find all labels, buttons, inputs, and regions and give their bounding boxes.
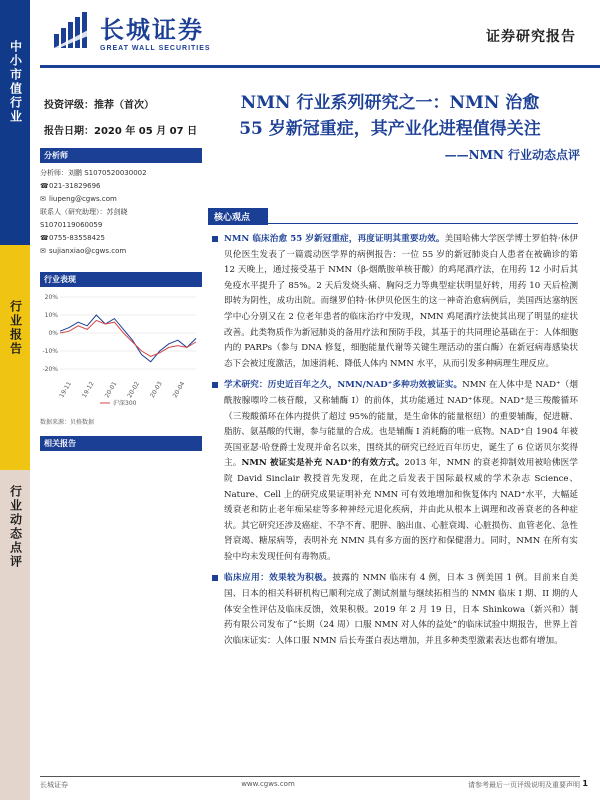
logo-chinese: 长城证券 bbox=[100, 16, 204, 44]
analyst-phone-row bbox=[40, 180, 202, 193]
paragraph-2 bbox=[212, 378, 578, 565]
performance-section-title: 行业表现 bbox=[40, 272, 202, 287]
analyst-email[interactable]: liupeng@cgws.com bbox=[49, 195, 117, 203]
email-icon: ✉ bbox=[40, 195, 46, 203]
paragraph-1-heading: NMN 临床治愈 55 岁新冠重症，再度证明其重要功效。 bbox=[224, 234, 445, 244]
page-header bbox=[40, 0, 600, 68]
contact-phone: 0755-83558425 bbox=[49, 234, 105, 242]
analyst-section-title: 分析师 bbox=[40, 148, 202, 163]
y-tick-label: 0% bbox=[48, 330, 58, 337]
paragraph-2-bold: NMN 被证实是补充 NAD⁺的有效方式。 bbox=[241, 458, 405, 469]
footer-site[interactable]: www.cgws.com bbox=[241, 780, 295, 788]
report-type: 证券研究报告 bbox=[486, 29, 576, 45]
bullet-icon bbox=[212, 575, 218, 581]
report-subtitle: ——NMN 行业动态点评 bbox=[444, 148, 580, 162]
contact-phone-row bbox=[40, 232, 202, 245]
report-date: 报告日期：2020 年 05 月 07 日 bbox=[44, 126, 198, 137]
legend-label: 沪深300 bbox=[113, 400, 137, 407]
company-logo bbox=[52, 10, 211, 52]
y-tick-label: -20% bbox=[42, 366, 58, 373]
footer-disclaimer: 请参考最后一页评级说明及重要声明 bbox=[467, 781, 580, 789]
phone-icon: ☎ bbox=[40, 234, 49, 242]
performance-chart-box bbox=[40, 272, 202, 426]
contact-id: S1070119060059 bbox=[40, 221, 103, 229]
analyst-email-row[interactable] bbox=[40, 193, 202, 206]
paragraph-2-heading: 学术研究：历史近百年之久，NMN/NAD⁺多种功效被证实。 bbox=[224, 380, 463, 391]
x-tick-label: 20-04 bbox=[171, 380, 187, 400]
paragraph-1-body: 美国哈佛大学医学博士罗伯特·休伊贝伦医生发表了一篇震动医学界的病例报告：一位 55 岁的新冠肺炎白人患者在被确诊的第 12 天晚上，通过接受基于 NMN（β-烟酰胺单核苷酸）的鸡尾酒疗法，在用药 12 小时后其免疫水平提升了 85%。2 天后发烧头痛、胸闷乏力等典型症状明显好转，用药 10 天后检测即转为阴性，成功出院。而继罗伯特·休伊贝伦医生的这一神奇治愈病例后，美国西达塞纳医学中心分别又在 2 位老年患者的临床治疗中发现，NMN 鸡尾酒疗法使其出现了明显的症状改善。此类物质作为新冠肺炎的备用疗法和预防手段，其基于的共同理论基础在于：人体细胞内的 PARPs（参与 DNA 修复，细胞能量代谢等关键生理活动的蛋白酶）在新冠病毒感染状态下会被过度激活，加速消耗、降低人体内 NMN 水平，从而引发多种病理生理反应。 bbox=[224, 234, 578, 369]
page-number: 1 bbox=[582, 779, 588, 788]
analyst-phone: 021-31829696 bbox=[49, 182, 101, 190]
contact-email-row[interactable] bbox=[40, 245, 202, 258]
bullet-icon bbox=[212, 382, 218, 388]
x-tick-label: 20-01 bbox=[103, 380, 119, 400]
report-title bbox=[200, 90, 580, 163]
x-tick-label: 19-12 bbox=[80, 380, 96, 400]
page-footer bbox=[40, 776, 588, 790]
sidebar-industry-label: 中小市值行业 bbox=[0, 0, 30, 245]
related-section-title: 相关报告 bbox=[40, 436, 202, 451]
left-column bbox=[40, 148, 202, 455]
email-icon: ✉ bbox=[40, 247, 46, 255]
y-tick-label: -10% bbox=[42, 348, 58, 355]
x-tick-label: 19-11 bbox=[58, 380, 74, 400]
y-tick-label: 20% bbox=[44, 294, 58, 301]
x-tick-label: 20-03 bbox=[148, 380, 164, 400]
sidebar-report-label: 行业报告 bbox=[0, 245, 30, 470]
key-points-header bbox=[208, 208, 578, 224]
contact-person: 联系人（研究助理）：苏剑晓 bbox=[40, 208, 128, 216]
performance-chart bbox=[40, 291, 200, 411]
paragraph-3-body: 披露的 NMN 临床有 4 例，日本 3 例美国 1 例。目前来自美国、日本的相关科研机构已顺利完成了测试剂量与继续拓相当的 NMN 临床 I 期、II 期的人体安全性评估及临床反馈，效果积极。2019 年 2 月 19 日，日本 Shinkowa（新兴和）制药有限公司发布了“长期（24 周）口服 NMN 对人体的益处”的临床试验中期报告，世界上首次临床证实：人体口服 NMN 后长寿蛋白表达增加，并且多种类型激素表达也都有增加。 bbox=[224, 573, 578, 646]
phone-icon: ☎ bbox=[40, 182, 49, 190]
bullet-icon bbox=[212, 236, 218, 242]
key-points-body bbox=[212, 232, 578, 655]
series-line bbox=[60, 315, 196, 362]
title-line-2: 55 岁新冠重症，其产业化进程值得关注 bbox=[239, 119, 541, 139]
contact-email[interactable]: sujianxiao@cgws.com bbox=[49, 247, 127, 255]
paragraph-3-heading: 临床应用：效果较为积极。 bbox=[224, 573, 333, 584]
sidebar-type-label: 行业动态点评 bbox=[0, 470, 30, 800]
paragraph-2-body: NMN 在人体中是 NAD⁺（烟酰胺腺嘌呤二核苷酸，又称辅酶 I）的前体，其功能通过 NAD⁺体现。NAD⁺是三羧酸循环（三羧酸循环在体内提供了超过 95%的能量，是生命体的能量枢纽）的重要辅酶，促进糖、脂肪、氨基酸的代谢，参与能量的合成。也是辅酶 I 消耗酶的唯一底物。NAD⁺自 1904 年被英国亚瑟·哈登爵士发现并命名以来，围绕其的研究已经近百年历史，诞生了 6 位诺贝尔奖得主。 bbox=[224, 380, 578, 469]
paragraph-3 bbox=[212, 571, 578, 649]
y-tick-label: 10% bbox=[44, 312, 58, 319]
chart-source: 数据来源：贝格数据 bbox=[40, 419, 95, 426]
title-line-1: NMN 行业系列研究之一：NMN 治愈 bbox=[240, 93, 540, 113]
logo-english: GREAT WALL SECURITIES bbox=[100, 45, 211, 52]
report-meta bbox=[44, 96, 197, 148]
paragraph-2-body-2: 2013 年，NMN 的衰老抑制效用被哈佛医学院 David Sinclair 教授首先发现，在此之后发表于国际最权威的学术杂志 Science、Nature、Cell 上的研究成果证明补充 NMN 可有效地增加和恢复体内 NAD⁺水平，大幅延缓衰老和防止老年痴呆症等多种神经元退化疾病，并由此从根本上调理和改善衰老的各种症状。其它研究还涉及癌症、不孕不育、肥胖、脑出血、心脏衰竭、心脏损伤、血管老化、急性肾衰竭、糖尿病等，表明补充 NMN 具有多方面的医疗和保健潜力。同时，NMN 在所有实验中均未发现任何有毒物质。 bbox=[224, 458, 578, 562]
key-points-title: 核心观点 bbox=[208, 208, 268, 225]
investment-rating: 投资评级：推荐（首次） bbox=[44, 100, 154, 111]
analyst-name: 分析师：刘鹏 S1070520030002 bbox=[40, 169, 147, 177]
paragraph-1 bbox=[212, 232, 578, 372]
footer-company: 长城证券 bbox=[40, 781, 68, 789]
logo-mark-icon bbox=[52, 10, 94, 52]
x-tick-label: 20-02 bbox=[126, 380, 142, 400]
